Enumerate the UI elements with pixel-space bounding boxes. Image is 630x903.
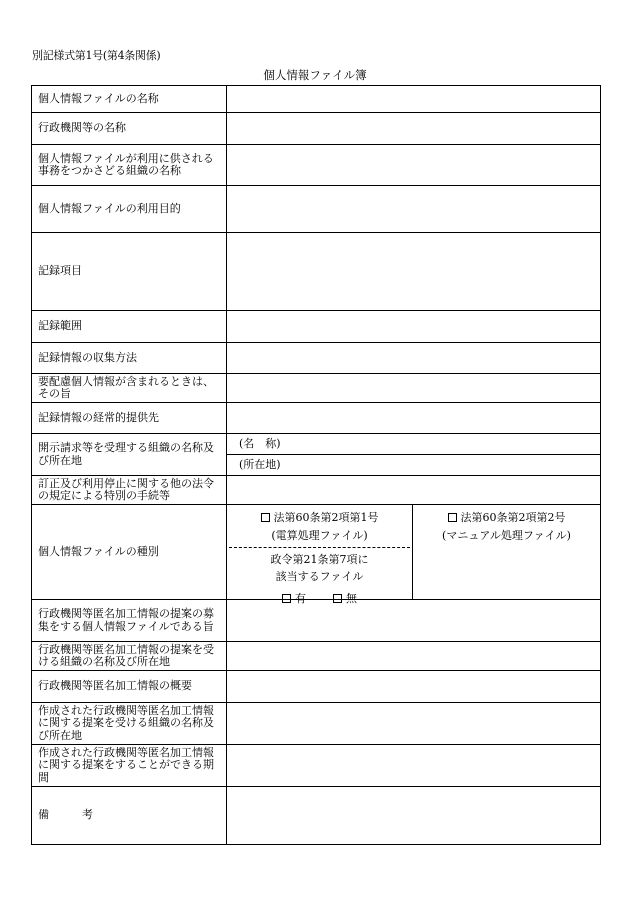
table-row	[32, 311, 601, 343]
computer-option[interactable]	[227, 509, 412, 527]
value-record-items[interactable]	[227, 233, 601, 311]
checkbox-icon[interactable]	[333, 594, 342, 603]
label-agency-name: 行政機関等の名称	[32, 113, 227, 145]
value-anon-overview[interactable]	[227, 671, 601, 703]
value-collection-method[interactable]	[227, 343, 601, 374]
ordinance-line1: 政令第21条第7項に	[270, 553, 369, 566]
label-special-care: 要配慮個人情報が含まれるときは、その旨	[32, 374, 227, 403]
table-row	[32, 145, 601, 186]
value-correction-procedure[interactable]	[227, 476, 601, 505]
table-row	[32, 787, 601, 845]
disclosure-location-label[interactable]: (所在地)	[227, 455, 601, 476]
label-file-name: 個人情報ファイルの名称	[32, 86, 227, 113]
value-created-anon-org[interactable]	[227, 703, 601, 745]
label-remarks: 備 考	[32, 787, 227, 845]
label-purpose: 個人情報ファイルの利用目的	[32, 186, 227, 233]
manual-clause: 法第60条第2項第2号	[460, 511, 566, 524]
table-row	[32, 505, 601, 600]
checkbox-icon[interactable]	[261, 513, 270, 522]
label-created-anon-org: 作成された行政機関等匿名加工情報に関する提案を受ける組織の名称及び所在地	[32, 703, 227, 745]
label-anon-target-file: 行政機関等匿名加工情報の提案の募集をする個人情報ファイルである旨	[32, 600, 227, 642]
table-row	[32, 233, 601, 311]
table-row	[32, 343, 601, 374]
table-row	[32, 434, 601, 455]
file-type-manual-cell	[413, 505, 601, 600]
file-type-computer-cell	[227, 505, 413, 605]
label-record-items: 記録項目	[32, 233, 227, 311]
page-title: 個人情報ファイル簿	[263, 68, 367, 82]
value-special-care[interactable]	[227, 374, 601, 403]
registry-table	[31, 85, 601, 845]
label-disclosure-org: 開示請求等を受理する組織の名称及び所在地	[32, 434, 227, 476]
value-created-anon-period[interactable]	[227, 745, 601, 787]
label-anon-proposal-org: 行政機関等匿名加工情報の提案を受ける組織の名称及び所在地	[32, 642, 227, 671]
value-regular-recipient[interactable]	[227, 403, 601, 434]
table-row	[32, 186, 601, 233]
label-correction-procedure: 訂正及び利用停止に関する他の法令の規定による特別の手続等	[32, 476, 227, 505]
label-anon-overview: 行政機関等匿名加工情報の概要	[32, 671, 227, 703]
label-file-type: 個人情報ファイルの種別	[32, 505, 227, 600]
form-reference: 別記様式第1号(第4条関係)	[32, 49, 161, 62]
label-created-anon-period: 作成された行政機関等匿名加工情報に関する提案をすることができる期間	[32, 745, 227, 787]
manual-desc: (マニュアル処理ファイル)	[442, 529, 571, 542]
computer-desc: (電算処理ファイル)	[271, 529, 368, 542]
table-row	[32, 703, 601, 745]
disclosure-name-label[interactable]: (名 称)	[227, 434, 601, 455]
table-row	[32, 476, 601, 505]
value-purpose[interactable]	[227, 186, 601, 233]
table-row	[32, 745, 601, 787]
value-file-name[interactable]	[227, 86, 601, 113]
no-label: 無	[346, 592, 357, 605]
yes-option[interactable]	[282, 592, 306, 605]
value-org-name[interactable]	[227, 145, 601, 186]
computer-clause: 法第60条第2項第1号	[273, 511, 379, 524]
label-record-scope: 記録範囲	[32, 311, 227, 343]
no-option[interactable]	[333, 592, 357, 605]
dashed-divider	[229, 547, 410, 548]
table-row	[32, 403, 601, 434]
checkbox-icon[interactable]	[282, 594, 291, 603]
table-row	[32, 671, 601, 703]
value-agency-name[interactable]	[227, 113, 601, 145]
label-collection-method: 記録情報の収集方法	[32, 343, 227, 374]
ordinance-line2: 該当するファイル	[275, 570, 364, 583]
label-regular-recipient: 記録情報の経常的提供先	[32, 403, 227, 434]
table-row	[32, 642, 601, 671]
yes-label: 有	[295, 592, 306, 605]
value-anon-proposal-org[interactable]	[227, 642, 601, 671]
manual-option[interactable]	[419, 509, 594, 527]
table-row	[32, 113, 601, 145]
label-org-name: 個人情報ファイルが利用に供される事務をつかさどる組織の名称	[32, 145, 227, 186]
table-row	[32, 374, 601, 403]
table-row	[32, 86, 601, 113]
value-remarks[interactable]	[227, 787, 601, 845]
checkbox-icon[interactable]	[448, 513, 457, 522]
value-record-scope[interactable]	[227, 311, 601, 343]
